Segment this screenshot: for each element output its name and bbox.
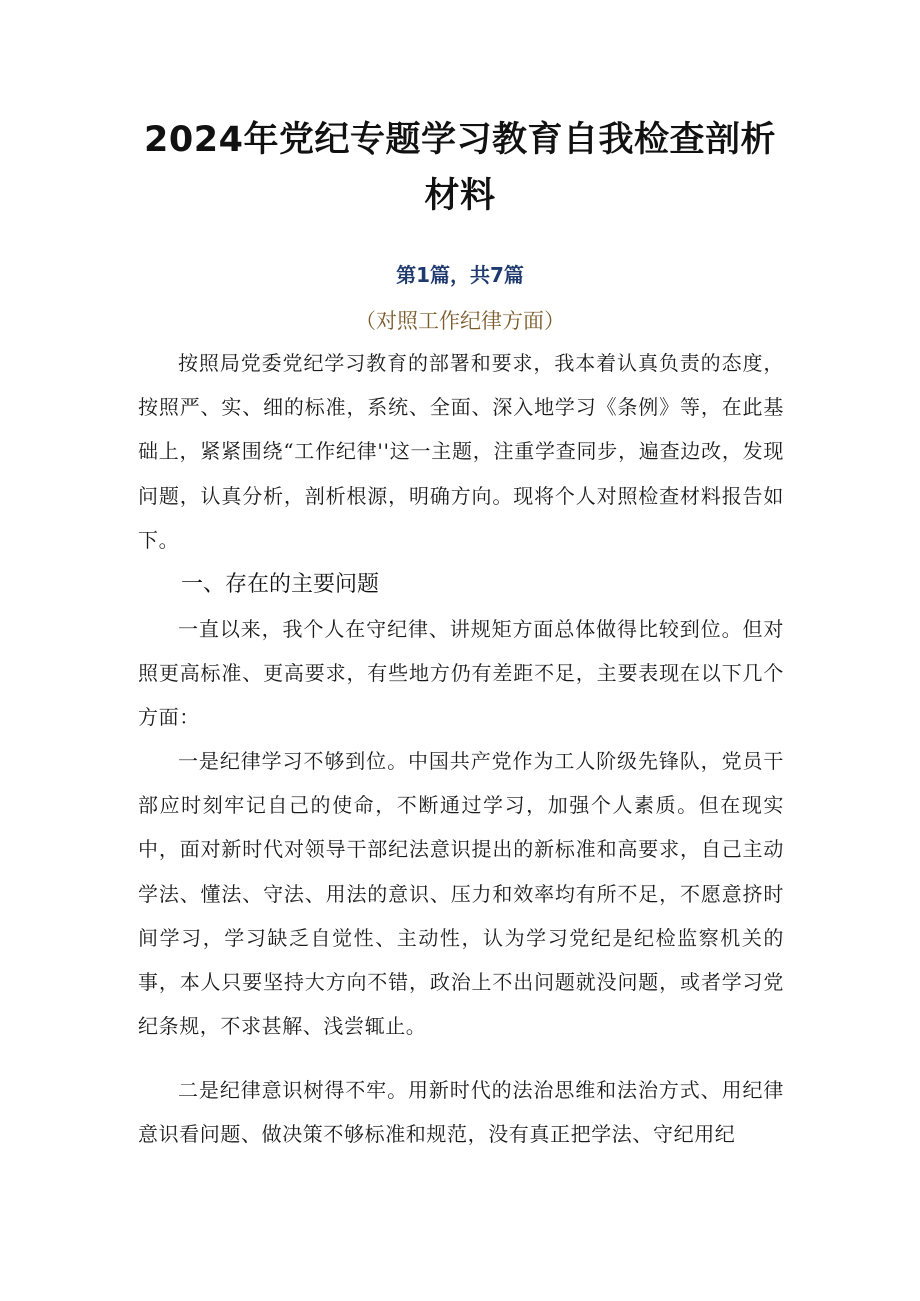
intro-paragraph-block bbox=[138, 341, 784, 562]
part-label: 第1篇，共7篇 bbox=[396, 263, 524, 287]
paragraph-3: 一是纪律学习不够到位。中国共产党作为工人阶级先锋队，党员干部应时刻牢记自己的使命，不断通过学习，加强个人素质。但在现实中，面对新时代对领导干部纪法意识提出的新标准和高要求，自己主动学法、懂法、守法、用法的意识、压力和效率均有所不足，不愿意挤时间学习，学习缺乏自觉性、主动性，认为学习党纪是纪检监察机关的事，本人只要坚持大方向不错，政治上不出问题就没问题，或者学习党纪条规，不求甚解、浅尝辄止。 bbox=[138, 749, 784, 1039]
document-subtitle: （对照工作纪律方面） bbox=[355, 309, 565, 333]
paragraph-2-block bbox=[138, 607, 784, 740]
paragraph-2: 一直以来，我个人在守纪律、讲规矩方面总体做得比较到位。但对照更高标准、更高要求，有些地方仍有差距不足，主要表现在以下几个方面： bbox=[138, 617, 784, 730]
intro-paragraph: 按照局党委党纪学习教育的部署和要求，我本着认真负责的态度，按照严、实、细的标准，系统、全面、深入地学习《条例》等，在此基础上，紧紧围绕“工作纪律''这一主题，注重学查同步，遍查边改，发现问题，认真分析，剖析根源，明确方向。现将个人对照检查材料报告如下。 bbox=[138, 351, 784, 552]
document-title: 2024年党纪专题学习教育自我检查剖析材料 bbox=[144, 120, 776, 216]
paragraph-4: 二是纪律意识树得不牢。用新时代的法治思维和法治方式、用纪律意识看问题、做决策不够标准和规范，没有真正把学法、守纪用纪 bbox=[138, 1078, 784, 1147]
paragraph-3-block bbox=[138, 739, 784, 1048]
section-heading: 一、存在的主要问题 bbox=[181, 572, 380, 597]
paragraph-4-block bbox=[138, 1068, 784, 1156]
